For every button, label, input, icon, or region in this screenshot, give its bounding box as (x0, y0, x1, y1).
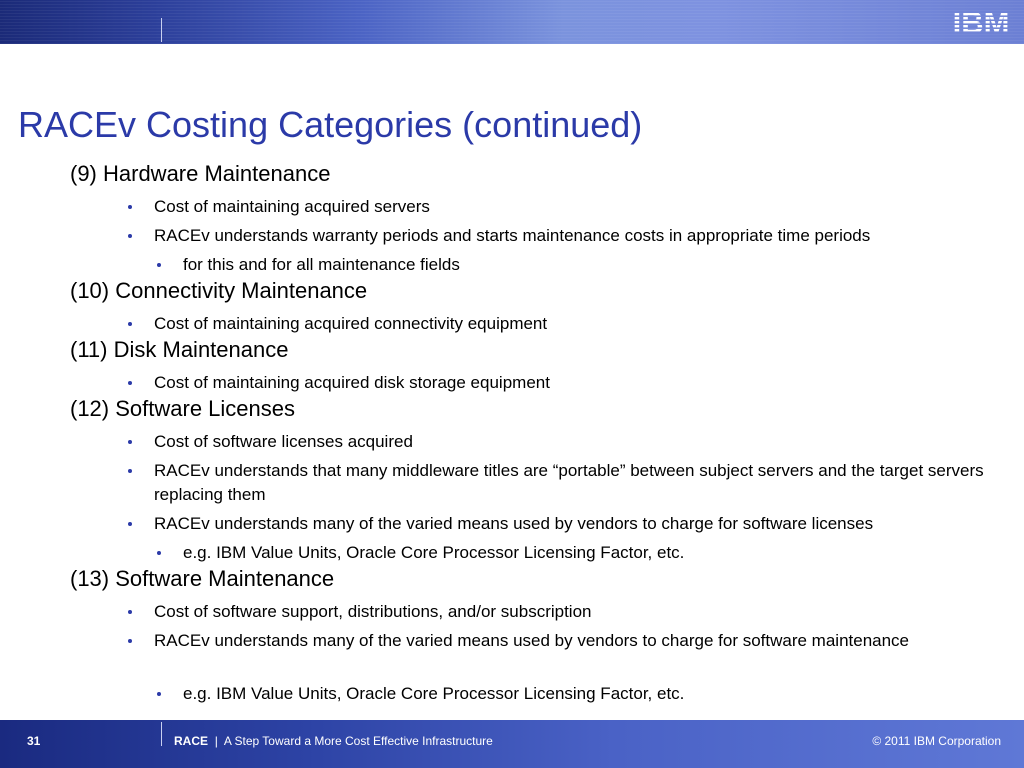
sub-list-item: e.g. IBM Value Units, Oracle Core Processor Licensing Factor, etc. (183, 541, 1003, 565)
bullet-icon (128, 322, 132, 326)
copyright: © 2011 IBM Corporation (872, 734, 1001, 748)
sub-list-item: e.g. IBM Value Units, Oracle Core Processor Licensing Factor, etc. (183, 682, 1003, 706)
footer-separator: | (214, 734, 218, 748)
category-heading-software-licenses: (12) Software Licenses (70, 396, 295, 421)
bullet-icon (128, 440, 132, 444)
list-item: Cost of maintaining acquired connectivity equipment (154, 312, 1014, 336)
footer-tagline: A Step Toward a More Cost Effective Infrastructure (223, 734, 493, 748)
slide-title: RACEv Costing Categories (continued) (18, 104, 643, 145)
sub-list-item: for this and for all maintenance fields (183, 253, 1003, 277)
list-item: Cost of software support, distributions, and/or subscription (154, 600, 1014, 624)
list-item: Cost of maintaining acquired disk storage equipment (154, 371, 1014, 395)
footer (0, 720, 1024, 768)
list-item: RACEv understands warranty periods and starts maintenance costs in appropriate time periods (154, 224, 1014, 248)
bullet-icon (128, 639, 132, 643)
category-heading-software-maintenance: (13) Software Maintenance (70, 566, 335, 591)
bullet-icon (157, 692, 161, 696)
category-heading-connectivity-maintenance: (10) Connectivity Maintenance (70, 278, 368, 303)
bullet-icon (157, 263, 161, 267)
footer-title (174, 734, 493, 748)
bullet-icon (128, 205, 132, 209)
list-item: Cost of maintaining acquired servers (154, 195, 1014, 219)
list-item: RACEv understands many of the varied means used by vendors to charge for software licenses (154, 512, 1014, 536)
bullet-icon (128, 234, 132, 238)
page-number: 31 (27, 734, 41, 748)
footer-product: RACE (174, 734, 209, 748)
bullet-icon (128, 522, 132, 526)
list-item: RACEv understands many of the varied means used by vendors to charge for software maintenance (154, 629, 1014, 653)
bullet-icon (157, 551, 161, 555)
bullet-icon (128, 381, 132, 385)
category-heading-hardware-maintenance: (9) Hardware Maintenance (70, 161, 331, 186)
bullet-icon (128, 610, 132, 614)
list-item: RACEv understands that many middleware titles are “portable” between subject servers and the target servers replacing them (154, 459, 1014, 507)
footer-divider (161, 722, 162, 746)
bullet-icon (128, 469, 132, 473)
category-heading-disk-maintenance: (11) Disk Maintenance (70, 337, 289, 362)
list-item: Cost of software licenses acquired (154, 430, 1014, 454)
